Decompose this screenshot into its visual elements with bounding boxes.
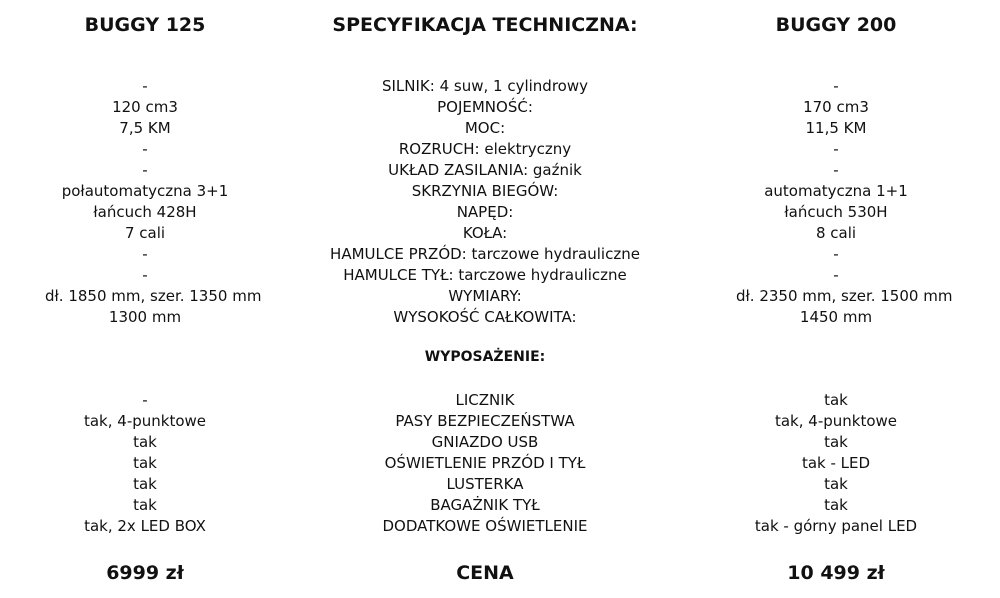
price-label: CENA — [456, 562, 514, 584]
buggy-200-heading: BUGGY 200 — [775, 14, 897, 36]
buggy-125-spec-capacity: 120 cm3 — [112, 98, 178, 116]
equip-label-usb: GNIAZDO USB — [431, 433, 539, 451]
equipment-heading: WYPOSAŻENIE: — [424, 349, 546, 365]
buggy-125-heading: BUGGY 125 — [84, 14, 206, 36]
buggy-125-spec-drive: łańcuch 428H — [93, 203, 197, 221]
spec-label-list — [285, 76, 685, 328]
equip-label-seat-belts: PASY BEZPIECZEŃSTWA — [395, 412, 575, 430]
buggy-125-spec-gearbox: połautomatyczna 3+1 — [61, 182, 229, 200]
spec-label-power: MOC: — [464, 119, 506, 137]
buggy-125-equip-rear-rack: tak — [133, 496, 157, 514]
buggy-200-spec-dimensions: dł. 2350 mm, szer. 1500 mm — [736, 287, 953, 305]
buggy-200-spec-fuel-system: - — [833, 161, 839, 179]
buggy-125-spec-starter: - — [142, 140, 148, 158]
buggy-125-spec-front-brakes: - — [142, 245, 148, 263]
buggy-125-equip-extra-lights: tak, 2x LED BOX — [84, 517, 206, 535]
buggy-200-spec-height: 1450 mm — [799, 308, 873, 326]
buggy-200-spec-list — [736, 76, 953, 328]
spec-label-drive: NAPĘD: — [456, 203, 514, 221]
buggy-125-equipment-list — [45, 390, 245, 537]
buggy-200-equip-usb: tak — [824, 433, 848, 451]
spec-label-height: WYSOKOŚĆ CAŁKOWITA: — [393, 308, 577, 326]
equipment-label-list — [285, 390, 685, 537]
buggy-200-spec-gearbox: automatyczna 1+1 — [764, 182, 908, 200]
buggy-200-equip-mirrors: tak — [824, 475, 848, 493]
buggy-125-spec-power: 7,5 KM — [119, 119, 171, 137]
buggy-200-equipment-list — [736, 390, 936, 537]
buggy-200-equip-lights: tak - LED — [801, 454, 871, 472]
buggy-125-spec-engine: - — [142, 77, 148, 95]
buggy-200-spec-engine: - — [833, 77, 839, 95]
buggy-125-equip-meter: - — [142, 391, 148, 409]
spec-label-dimensions: WYMIARY: — [448, 287, 522, 305]
buggy-125-spec-rear-brakes: - — [142, 266, 148, 284]
buggy-125-price: 6999 zł — [106, 562, 184, 584]
buggy-200-equip-extra-lights: tak - górny panel LED — [754, 517, 918, 535]
buggy-125-spec-fuel-system: - — [142, 161, 148, 179]
equip-label-lights: OŚWIETLENIE PRZÓD I TYŁ — [384, 454, 586, 472]
spec-label-engine: SILNIK: 4 suw, 1 cylindrowy — [381, 77, 588, 95]
buggy-200-equip-meter: tak — [824, 391, 848, 409]
buggy-200-spec-rear-brakes: - — [833, 266, 839, 284]
buggy-125-equip-usb: tak — [133, 433, 157, 451]
buggy-200-spec-power: 11,5 KM — [805, 119, 867, 137]
buggy-200-equip-rear-rack: tak — [824, 496, 848, 514]
spec-heading: SPECYFIKACJA TECHNICZNA: — [332, 14, 638, 36]
buggy-200-spec-front-brakes: - — [833, 245, 839, 263]
buggy-200-spec-drive: łańcuch 530H — [784, 203, 888, 221]
spec-label-wheels: KOŁA: — [462, 224, 508, 242]
equip-label-rear-rack: BAGAŻNIK TYŁ — [430, 496, 540, 514]
buggy-125-equip-lights: tak — [133, 454, 157, 472]
equip-label-meter: LICZNIK — [455, 391, 515, 409]
spec-label-starter: ROZRUCH: elektryczny — [398, 140, 572, 158]
buggy-125-spec-height: 1300 mm — [108, 308, 182, 326]
spec-label-front-brakes: HAMULCE PRZÓD: tarczowe hydrauliczne — [330, 245, 640, 263]
buggy-200-spec-wheels: 8 cali — [815, 224, 857, 242]
buggy-200-spec-starter: - — [833, 140, 839, 158]
buggy-200-equip-seat-belts: tak, 4-punktowe — [774, 412, 898, 430]
equip-label-extra-lights: DODATKOWE OŚWIETLENIE — [382, 517, 588, 535]
spec-label-fuel-system: UKŁAD ZASILANIA: gaźnik — [388, 161, 582, 179]
spec-label-gearbox: SKRZYNIA BIEGÓW: — [411, 182, 559, 200]
buggy-125-spec-wheels: 7 cali — [124, 224, 166, 242]
buggy-125-spec-list — [45, 76, 262, 328]
buggy-200-price: 10 499 zł — [787, 562, 885, 584]
buggy-200-spec-capacity: 170 cm3 — [803, 98, 869, 116]
spec-label-rear-brakes: HAMULCE TYŁ: tarczowe hydrauliczne — [343, 266, 627, 284]
buggy-125-spec-dimensions: dł. 1850 mm, szer. 1350 mm — [45, 287, 262, 305]
equip-label-mirrors: LUSTERKA — [446, 475, 524, 493]
spec-label-capacity: POJEMNOŚĆ: — [437, 98, 533, 116]
buggy-125-equip-mirrors: tak — [133, 475, 157, 493]
buggy-125-equip-seat-belts: tak, 4-punktowe — [83, 412, 207, 430]
